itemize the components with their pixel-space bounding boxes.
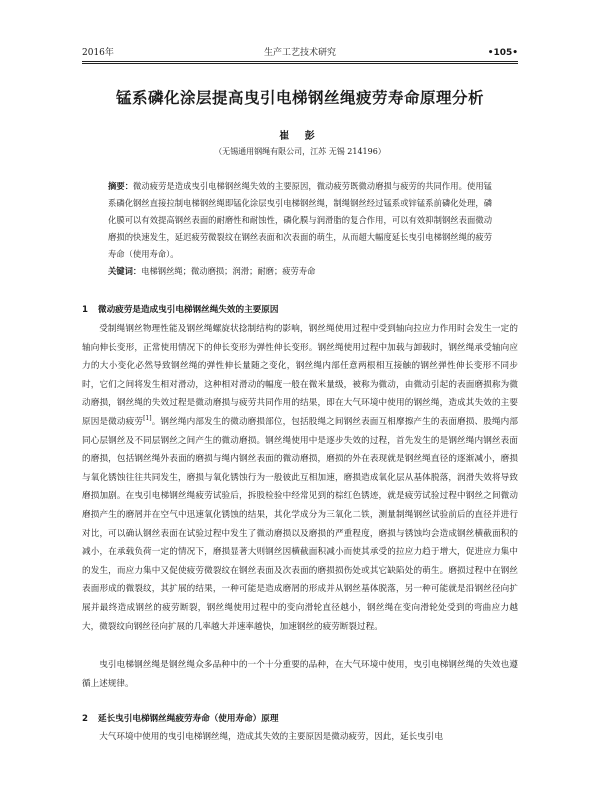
section-1-paragraph-1 (82, 320, 518, 636)
section-1-paragraph-2: 曳引电梯钢丝绳是钢丝绳众多品种中的一个十分重要的品种，在大气环境中使用，曳引电梯钢丝绳的失效也遵循上述规律。 (82, 660, 518, 689)
header-journal: 生产工艺技术研究 (263, 48, 336, 58)
abstract-block (108, 178, 492, 280)
section-2-title: 延长曳引电梯钢丝绳疲劳寿命（使用寿命）原理 (97, 714, 279, 724)
article-title: 锰系磷化涂层提高曳引电梯钢丝绳疲劳寿命原理分析 (115, 89, 484, 107)
section-1-number: 1 (82, 305, 88, 315)
author-name: 崔 彭 (279, 131, 321, 142)
header-year: 2016年 (82, 48, 114, 58)
keywords-label: 关键词： (108, 266, 142, 276)
section-1-heading (82, 303, 518, 315)
section-1-title: 微动疲劳是造成曳引电梯钢丝绳失效的主要原因 (97, 305, 279, 315)
author-affiliation: （无锡通用钢绳有限公司，江苏 无锡 214196） (214, 147, 386, 156)
keywords-line (108, 263, 492, 280)
abstract-label: 摘要： (108, 181, 134, 191)
abstract-text (108, 178, 492, 263)
section-1-paragraph-1-part-a: 受制绳钢丝物理性能及钢丝绳螺旋状捻制结构的影响，钢丝绳使用过程中受到轴向拉应力作用时会发生一定的轴向伸长变形，正常使用情况下的伸长变形为弹性伸长变形。钢丝绳使用过程中加载与卸载时，钢丝绳承受轴向应力的大小变化必然导致钢丝绳的弹性伸长量随之变化，钢丝绳内部任意两根相互接触的钢丝弹性伸长变形不同步时，它们之间将发生相对滑动，这种相对滑动的幅度一般在微米量级，被称为微动，由微动引起的表面磨损称为微动磨损，钢丝绳的失效过程是微动磨损与疲劳共同作用的结果，即在大气环境中使用的钢丝绳，造成其失效的主要原因是微动疲劳 (82, 324, 518, 427)
citation-ref: [1] (143, 415, 152, 423)
header-rule-thick (82, 61, 518, 62)
section-2-number: 2 (82, 714, 88, 724)
running-header (82, 46, 518, 60)
section-2-paragraph-1: 大气环境中使用的曳引电梯钢丝绳，造成其失效的主要原因是微动疲劳，因此，延长曳引电 (99, 732, 443, 742)
section-1-paragraph-1-part-b: 。钢丝绳内部发生的微动磨损部位，包括股绳之间钢丝表面互相摩擦产生的表面磨损、股绳内部同心层钢丝及不同层钢丝之间产生的微动磨损。钢丝绳使用中是逐步失效的过程，首先发生的是钢丝绳内钢丝表面的磨损，包括钢丝绳外表面的磨损与绳内钢丝表面的微动磨损，磨损的外在表现就是钢丝绳直径的逐渐减小，磨损与氧化锈蚀往往共同发生，磨损与氧化锈蚀行为一般彼此互相加速，磨损造成氧化层从基体脱落，润滑失效将导致磨损加剧。在曳引电梯钢丝绳疲劳试验后，拆股检验中经常见到的棕红色锈迹，就是疲劳试验过程中钢丝之间微动磨损产生的磨屑并在空气中迅速氧化锈蚀的结果，其化学成分为三氧化二铁，测量制绳钢丝试验前后的直径并进行对比，可以确认钢丝表面在试验过程中发生了微动磨损以及磨损的严重程度，磨损与锈蚀均会造成钢丝横截面积的减小，在承载负荷一定的情况下，磨损显著大则钢丝因横截面积减小而使其承受的拉应力趋于增大，促进应力集中的发生，而应力集中又促使疲劳微裂纹在钢丝表面及次表面的磨损损伤处或其它缺陷处的萌生。磨损过程中在钢丝表面形成的微裂纹，其扩展的结果，一种可能是造成磨屑的形成并从钢丝基体脱落，另一种可能就是沿钢丝径向扩展并最终造成钢丝的疲劳断裂，钢丝绳使用过程中的变向滑轮直径越小，钢丝绳在变向滑轮处受到的弯曲应力越大，微裂纹向钢丝径向扩展的几率越大并速率越快，加速钢丝的疲劳断裂过程。 (82, 416, 518, 632)
keywords-text: 电梯钢丝绳；微动磨损；润滑；耐磨；疲劳寿命 (141, 266, 316, 276)
section-2-heading (82, 712, 518, 724)
header-rule-thin (82, 63, 518, 64)
header-page-number: •105• (487, 48, 518, 58)
abstract-body: 微动疲劳是造成曳引电梯钢丝绳失效的主要原因，微动疲劳既微动磨损与疲劳的共同作用。使用锰系磷化钢丝直接拉制电梯钢丝绳即锰化涂层曳引电梯钢丝绳，制绳钢丝经过锰系或锌锰系前磷化处理，磷化膜可以有效提高钢丝表面的耐磨性和耐蚀性，磷化膜与润滑脂的复合作用，可以有效抑制钢丝表面微动磨损的快速发生，延迟疲劳微裂纹在钢丝表面和次表面的萌生，从而超大幅度延长曳引电梯钢丝绳的疲劳寿命（使用寿命）。 (108, 181, 492, 259)
